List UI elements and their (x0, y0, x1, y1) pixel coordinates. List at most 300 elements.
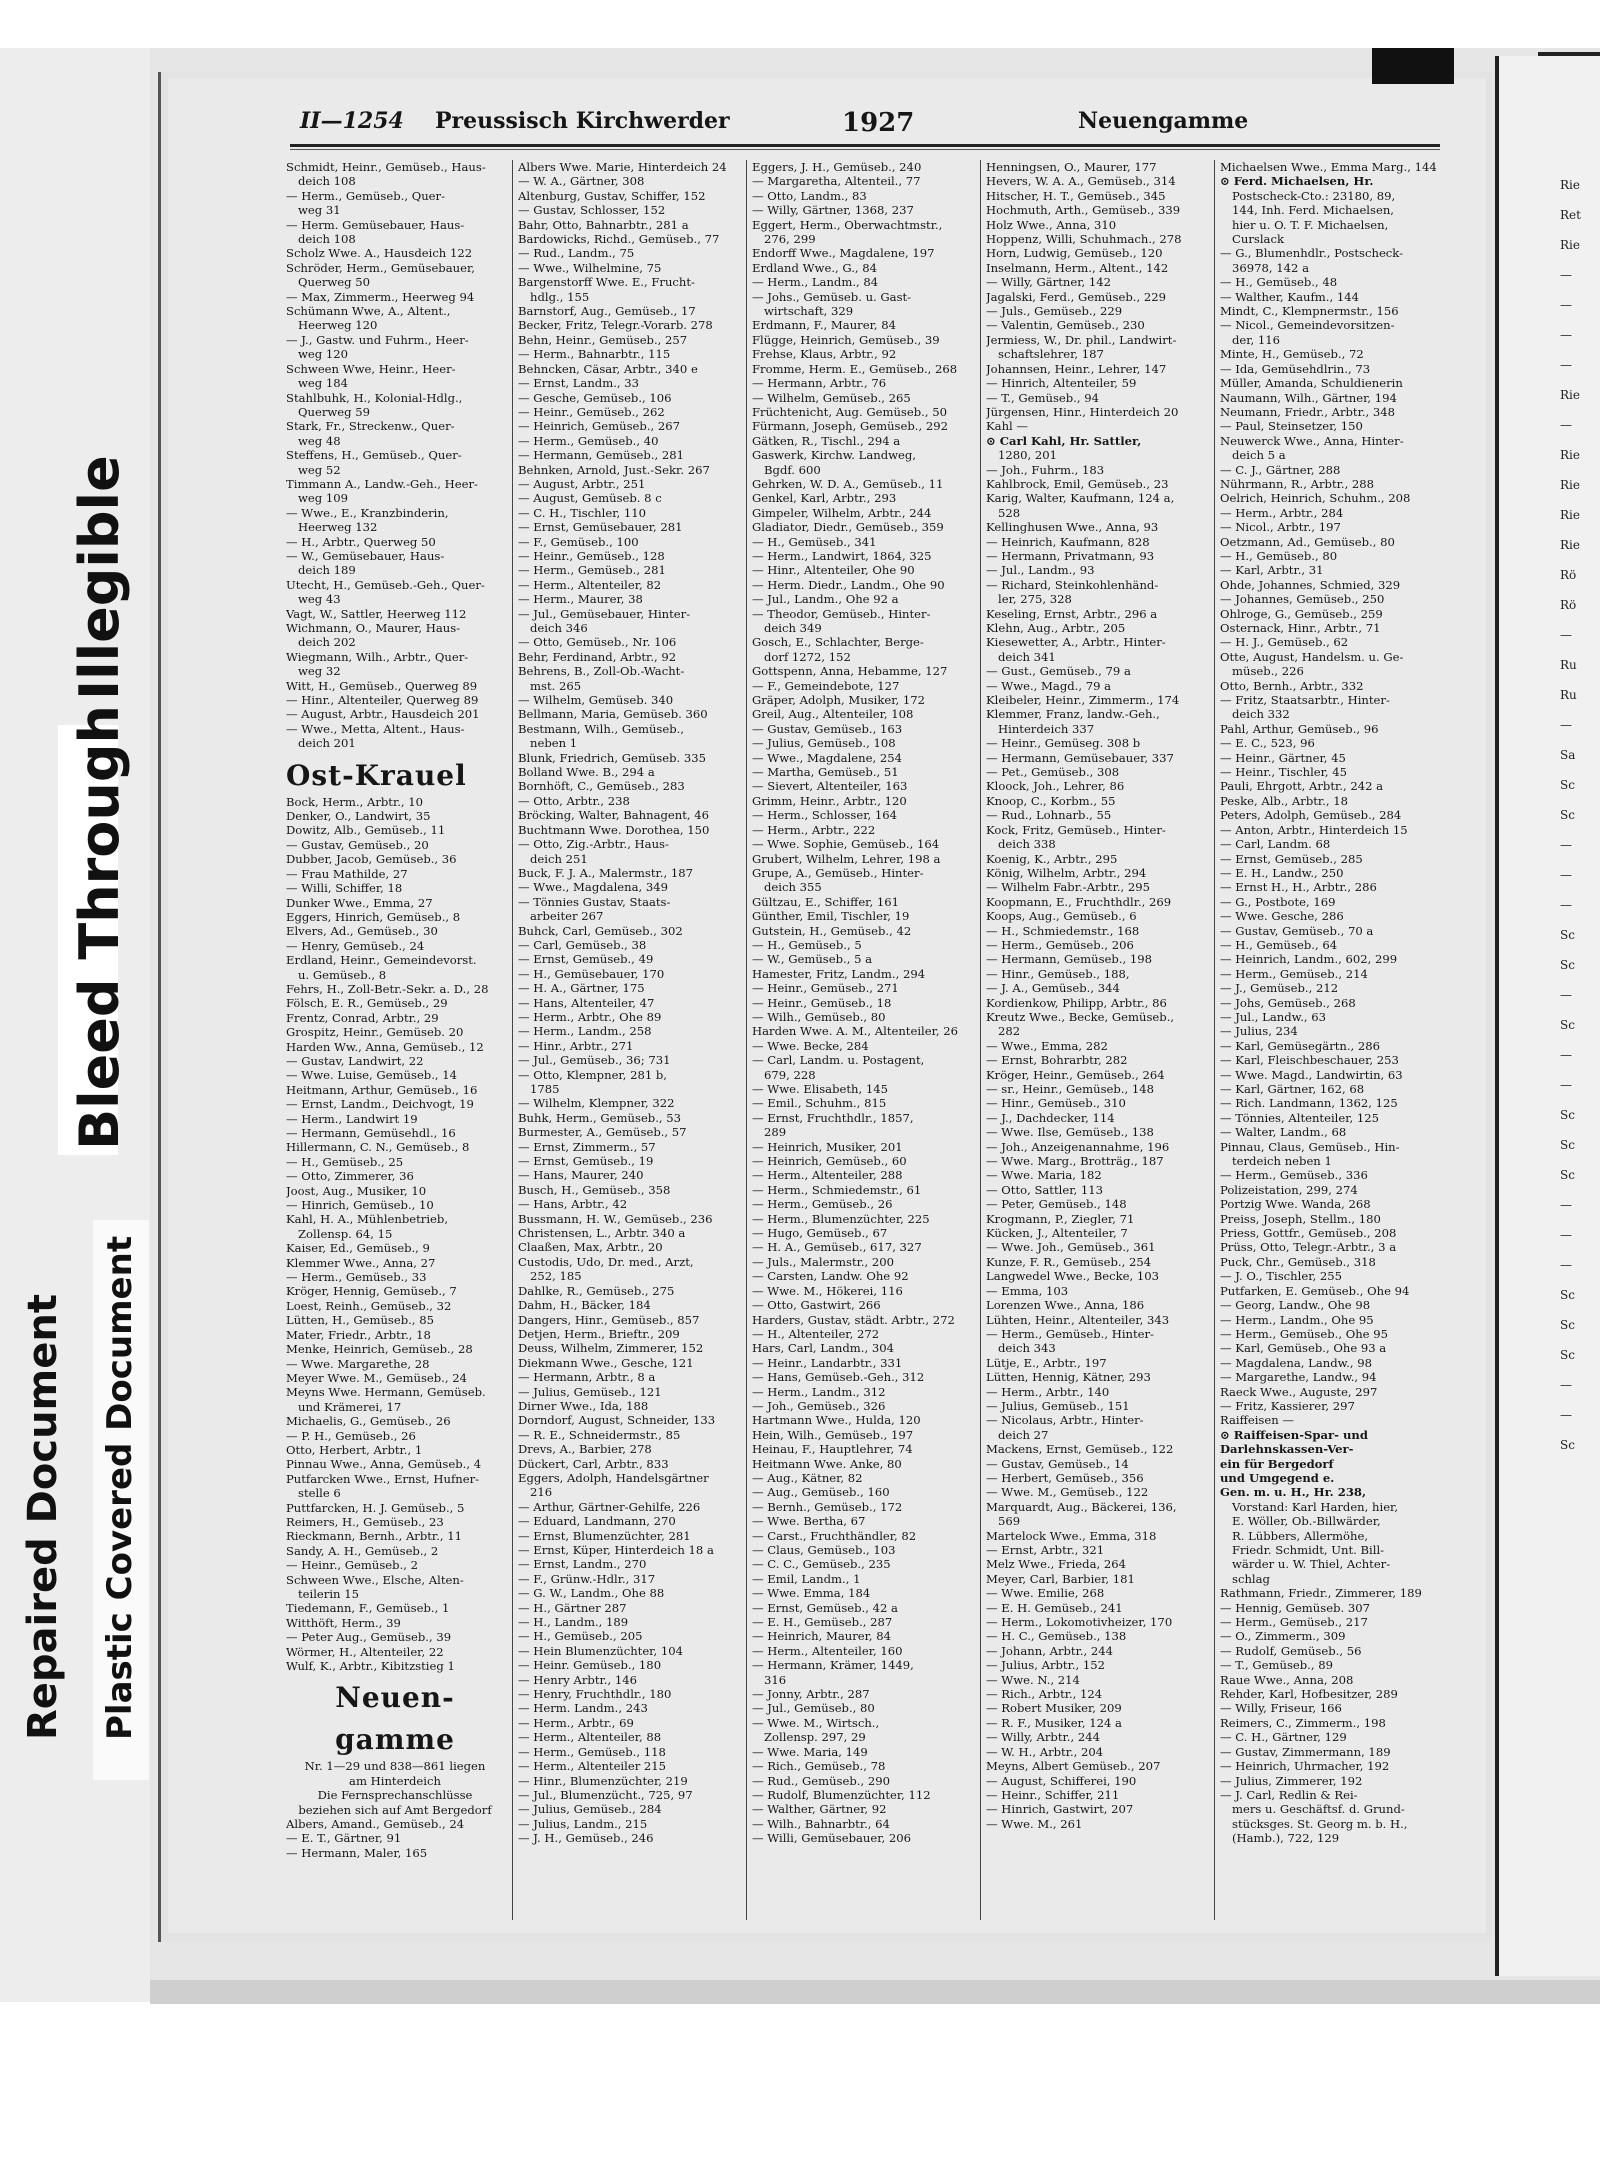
directory-entry: — Ida, Gemüsehdlrin., 73 (1220, 361, 1371, 376)
entry-continuation: weg 32 (298, 664, 341, 679)
directory-entry: — H. C., Gemüseb., 138 (986, 1629, 1127, 1644)
directory-entry: — Paul, Steinsetzer, 150 (1220, 419, 1363, 434)
directory-entry: Flügge, Heinrich, Gemüseb., 39 (752, 332, 940, 347)
directory-entry: Bellmann, Maria, Gemüseb. 360 (518, 707, 708, 722)
directory-entry: Burmester, A., Gemüseb., 57 (518, 1125, 687, 1140)
directory-entry: — Hans, Arbtr., 42 (518, 1197, 628, 1212)
entry-continuation: und Krämerei, 17 (298, 1399, 402, 1414)
directory-entry: Wiegmann, Wilh., Arbtr., Quer- (286, 649, 469, 664)
entry-continuation: deich 108 (298, 232, 356, 247)
entry-continuation: weg 109 (298, 491, 349, 506)
column-5 (1220, 160, 1440, 1920)
directory-entry: Schween Wwe, Heinr., Heer- (286, 361, 456, 376)
directory-entry: — H., Gemüseb., 341 (752, 534, 877, 549)
fragment-text: — (1560, 418, 1572, 432)
directory-entry: Michaelis, G., Gemüseb., 26 (286, 1414, 451, 1429)
directory-entry: — Wwe., E., Kranzbinderin, (286, 505, 449, 520)
directory-entry: — Robert Musiker, 209 (986, 1701, 1122, 1716)
directory-entry: Peske, Alb., Arbtr., 18 (1220, 793, 1348, 808)
directory-entry: — G., Blumenhdlr., Postscheck- (1220, 246, 1404, 261)
section-heading: gamme (335, 1723, 455, 1757)
directory-entry: — Magdalena, Landw., 98 (1220, 1355, 1372, 1370)
directory-entry: — Nicolaus, Arbtr., Hinter- (986, 1413, 1144, 1428)
directory-entry: Busch, H., Gemüseb., 358 (518, 1182, 671, 1197)
entry-continuation: arbeiter 267 (530, 909, 604, 924)
fragment-text: Ru (1560, 688, 1577, 702)
directory-entry: — Peter Aug., Gemüseb., 39 (286, 1630, 452, 1645)
directory-entry: — Julius, Zimmerer, 192 (1220, 1773, 1363, 1788)
directory-entry: — Frau Mathilde, 27 (286, 866, 408, 881)
directory-entry: — Ernst, Blumenzüchter, 281 (518, 1528, 691, 1543)
directory-entry: — Wwe. Emilie, 268 (986, 1586, 1105, 1601)
directory-entry: — Gustav, Gemüseb., 20 (286, 837, 429, 852)
directory-entry: Dowitz, Alb., Gemüseb., 11 (286, 823, 446, 838)
entry-continuation: 1280, 201 (998, 448, 1058, 463)
entry-continuation: Zollensp. 64, 15 (298, 1226, 393, 1241)
directory-entry: Klemmer Wwe., Anna, 27 (286, 1255, 436, 1270)
directory-entry: — Hinr., Blumenzüchter, 219 (518, 1773, 688, 1788)
entry-continuation: deich 338 (998, 837, 1056, 852)
entry-continuation: Querweg 50 (298, 275, 371, 290)
directory-entry: — Rich., Arbtr., 124 (986, 1687, 1103, 1702)
directory-entry: Schröder, Herm., Gemüsebauer, (286, 260, 475, 275)
directory-entry: — Rud., Landm., 75 (518, 246, 635, 261)
directory-entry: Hein, Wilh., Gemüseb., 197 (752, 1427, 914, 1442)
directory-entry: — Wwe. M., Gemüseb., 122 (986, 1485, 1149, 1500)
directory-entry: — Johs, Gemüseb., 268 (1220, 995, 1356, 1010)
directory-entry: Wörmer, H., Altenteiler, 22 (286, 1644, 444, 1659)
directory-entry: — Wwe. Sophie, Gemüseb., 164 (752, 837, 940, 852)
directory-entry: — Pet., Gemüseb., 308 (986, 765, 1120, 780)
directory-entry: — Karl, Fleischbeschauer, 253 (1220, 1053, 1399, 1068)
directory-entry: Heitmann, Arthur, Gemüseb., 16 (286, 1082, 478, 1097)
directory-entry: — Bernh., Gemüseb., 172 (752, 1499, 903, 1514)
directory-entry: Neumann, Friedr., Arbtr., 348 (1220, 404, 1396, 419)
fragment-text: Ru (1560, 658, 1577, 672)
entry-continuation: weg 43 (298, 592, 341, 607)
directory-entry: Naumann, Wilh., Gärtner, 194 (1220, 390, 1397, 405)
directory-entry: — Juls., Malermstr., 200 (752, 1254, 895, 1269)
directory-entry: Ohde, Johannes, Schmied, 329 (1220, 577, 1401, 592)
directory-entry: — Wwe. Bertha, 67 (752, 1514, 866, 1529)
column-divider (746, 160, 747, 1920)
directory-entry: — Wwe., Metta, Altent., Haus- (286, 721, 465, 736)
directory-entry: Hamester, Fritz, Landm., 294 (752, 966, 926, 981)
fragment-text: — (1560, 898, 1572, 912)
directory-entry: Karig, Walter, Kaufmann, 124 a, (986, 491, 1175, 506)
directory-entry: — Herm., Altenteiler, 288 (752, 1168, 903, 1183)
directory-entry: Bock, Herm., Arbtr., 10 (286, 794, 424, 809)
directory-entry: Buchtmann Wwe. Dorothea, 150 (518, 822, 710, 837)
directory-entry: — Wwe. Marg., Brotträg., 187 (986, 1154, 1164, 1169)
directory-entry: — Herm., Arbtr., 69 (518, 1715, 634, 1730)
bold-entry: ⊙ Ferd. Michaelsen, Hr. (1220, 174, 1374, 189)
directory-entry: Ohlroge, G., Gemüseb., 259 (1220, 606, 1383, 621)
directory-entry: — Georg, Landw., Ohe 98 (1220, 1298, 1371, 1313)
directory-entry: Kröger, Heinr., Gemüseb., 264 (986, 1067, 1165, 1082)
directory-entry: — Jul., Landm., 93 (986, 563, 1095, 578)
entry-continuation: deich 332 (1232, 707, 1290, 722)
entry-continuation: hier u. O. T. F. Michaelsen, (1232, 217, 1389, 232)
directory-entry: Kunze, F. R., Gemüseb., 254 (986, 1254, 1152, 1269)
fragment-text: Sc (1560, 1318, 1575, 1332)
directory-entry: Holz Wwe., Anna, 310 (986, 217, 1117, 232)
fragment-text: — (1560, 1048, 1572, 1062)
directory-entry: Kaiser, Ed., Gemüseb., 9 (286, 1241, 430, 1256)
fragment-text: Rö (1560, 598, 1577, 612)
directory-entry: Gimpeler, Wilhelm, Arbtr., 244 (752, 505, 932, 520)
directory-entry: Dubber, Jacob, Gemüseb., 36 (286, 852, 457, 867)
directory-entry: — H., Landm., 189 (518, 1615, 629, 1630)
directory-entry: Lorenzen Wwe., Anna, 186 (986, 1298, 1145, 1313)
entry-continuation: dorf 1272, 152 (764, 649, 851, 664)
entry-continuation: weg 120 (298, 347, 349, 362)
directory-entry: Koops, Aug., Gemüseb., 6 (986, 909, 1137, 924)
entry-continuation: 36978, 142 a (1232, 260, 1309, 275)
directory-entry: Bahr, Otto, Bahnarbtr., 281 a (518, 217, 689, 232)
directory-entry: — H., Altenteiler, 272 (752, 1326, 880, 1341)
entry-continuation: ler, 275, 328 (998, 592, 1072, 607)
directory-entry: Raeck Wwe., Auguste, 297 (1220, 1384, 1378, 1399)
entry-continuation: hdlg., 155 (530, 289, 590, 304)
directory-entry: — Herm. Gemüsebauer, Haus- (286, 217, 465, 232)
bleed-through-label: Bleed Through (68, 705, 131, 1150)
entry-continuation: der, 116 (1232, 332, 1281, 347)
directory-entry: Vagt, W., Sattler, Heerweg 112 (286, 606, 467, 621)
directory-entry: — Heinr., Gemüseb., 18 (752, 995, 892, 1010)
fragment-text: Sc (1560, 1018, 1575, 1032)
directory-entry: — Carl, Landm. 68 (1220, 837, 1331, 852)
directory-entry: — Valentin, Gemüseb., 230 (986, 318, 1145, 333)
directory-entry: Timmann A., Landw.-Geh., Heer- (286, 476, 478, 491)
directory-entry: Langwedel Wwe., Becke, 103 (986, 1269, 1159, 1284)
directory-entry: — Herm., Gemüseb., 33 (286, 1270, 427, 1285)
directory-entry: Johannsen, Heinr., Lehrer, 147 (986, 361, 1167, 376)
directory-entry: — Fritz, Staatsarbtr., Hinter- (1220, 693, 1390, 708)
entry-continuation: deich 108 (298, 174, 356, 189)
directory-entry: Blunk, Friedrich, Gemüseb. 335 (518, 750, 707, 765)
entry-continuation: terdeich neben 1 (1232, 1154, 1332, 1169)
entry-continuation: 316 (764, 1672, 787, 1687)
directory-entry: — Herm., Altenteiler, 88 (518, 1730, 662, 1745)
directory-entry: — Julius, Gemüseb., 151 (986, 1398, 1130, 1413)
fragment-text: — (1560, 1378, 1572, 1392)
directory-entry: Gätken, R., Tischl., 294 a (752, 433, 901, 448)
directory-entry: — P. H., Gemüseb., 26 (286, 1428, 416, 1443)
entry-continuation: 1785 (530, 1082, 560, 1096)
directory-entry: — Hinr., Altenteiler, Querweg 89 (286, 693, 479, 708)
directory-entry: — Wwe. Elisabeth, 145 (752, 1082, 889, 1096)
directory-entry: — Hermann, Gemüsehdl., 16 (286, 1126, 456, 1140)
directory-entry: — Johann, Arbtr., 244 (986, 1643, 1114, 1658)
directory-entry: Endorff Wwe., Magdalene, 197 (752, 246, 935, 261)
directory-entry: — Wilhelm Fabr.-Arbtr., 295 (986, 880, 1151, 895)
entry-continuation: Heerweg 132 (298, 520, 378, 535)
directory-entry: Kahl — (986, 419, 1029, 434)
directory-entry: Genkel, Karl, Arbtr., 293 (752, 491, 897, 506)
directory-entry: — Herm., Landm., Ohe 95 (1220, 1312, 1374, 1327)
directory-entry: — Ernst, Fruchthdlr., 1857, (752, 1110, 914, 1125)
directory-entry: — Rich., Gemüseb., 78 (752, 1759, 886, 1774)
directory-entry: Fölsch, E. R., Gemüseb., 29 (286, 996, 448, 1011)
directory-entry: — Julius, Gemüseb., 121 (518, 1384, 662, 1399)
entry-continuation: deich 27 (998, 1427, 1049, 1442)
directory-entry: — Wwe., Magdalena, 349 (518, 880, 669, 895)
directory-entry: Priess, Gottfr., Gemüseb., 208 (1220, 1226, 1397, 1241)
directory-entry: — Herm., Gemüseb., 336 (1220, 1168, 1368, 1183)
directory-entry: — Gustav, Gemüseb., 14 (986, 1456, 1129, 1471)
bold-entry: Gen. m. u. H., Hr. 238, (1220, 1485, 1366, 1500)
directory-entry: Bornhöft, C., Gemüseb., 283 (518, 779, 685, 794)
directory-entry: — Gustav, Gemüseb., 163 (752, 721, 903, 736)
directory-entry: — Wwe., Magdalene, 254 (752, 750, 902, 765)
directory-entry: — F., Grünw.-Hdlr., 317 (518, 1571, 656, 1586)
directory-entry: Dückert, Carl, Arbtr., 833 (518, 1456, 669, 1471)
fragment-text: Rie (1560, 178, 1580, 192)
column-3 (752, 160, 970, 1920)
directory-entry: — Ernst, Gemüsebauer, 281 (518, 520, 683, 535)
fragment-text: — (1560, 358, 1572, 372)
fragment-text: Rö (1560, 568, 1577, 582)
directory-entry: — Heinr. Gemüseb., 180 (518, 1658, 662, 1673)
directory-entry: — Herm., Gemüseb., 40 (518, 433, 659, 448)
directory-entry: — Herm., Schmiedemstr., 61 (752, 1182, 922, 1197)
directory-entry: Oelrich, Heinrich, Schuhm., 208 (1220, 491, 1411, 506)
entry-continuation: schaftslehrer, 187 (998, 347, 1104, 362)
directory-entry: — Hermann, Maler, 165 (286, 1845, 428, 1860)
directory-entry: Grospitz, Heinr., Gemüseb. 20 (286, 1025, 464, 1040)
entry-continuation: Postscheck-Cto.: 23180, 89, (1232, 188, 1396, 203)
directory-entry: — Henry, Gemüseb., 24 (286, 938, 425, 953)
directory-entry: — Herm., Arbtr., Ohe 89 (518, 1009, 662, 1024)
section-note: beziehen sich auf Amt Bergedorf (298, 1802, 492, 1817)
column-4 (986, 160, 1204, 1920)
directory-entry: — Nicol., Gemeindevorsitzen- (1220, 318, 1395, 333)
directory-entry: Gehrken, W. D. A., Gemüseb., 11 (752, 476, 944, 491)
directory-entry: — H. A., Gemüseb., 617, 327 (752, 1240, 922, 1255)
directory-entry: Putfarcken Wwe., Ernst, Hufner- (286, 1471, 480, 1486)
directory-entry: Minte, H., Gemüseb., 72 (1220, 347, 1364, 362)
column-divider (512, 160, 513, 1920)
directory-entry: Harden Ww., Anna, Gemüseb., 12 (286, 1039, 484, 1054)
directory-entry: Witthöft, Herm., 39 (286, 1615, 401, 1630)
fragment-text: Rie (1560, 508, 1580, 522)
directory-entry: Schmidt, Heinr., Gemüseb., Haus- (286, 160, 486, 174)
directory-entry: Dirner Wwe., Ida, 188 (518, 1398, 649, 1413)
entry-continuation: R. Lübbers, Allermöhe, (1232, 1528, 1369, 1543)
directory-entry: Preiss, Joseph, Stellm., 180 (1220, 1211, 1381, 1226)
directory-entry: — Hans, Altenteiler, 47 (518, 995, 655, 1010)
directory-entry: Neuwerck Wwe., Anna, Hinter- (1220, 433, 1404, 448)
fragment-text: Sc (1560, 928, 1575, 942)
directory-entry: Custodis, Udo, Dr. med., Arzt, (518, 1254, 694, 1269)
directory-entry: Bargenstorff Wwe. E., Frucht- (518, 275, 695, 290)
fragment-text: — (1560, 868, 1572, 882)
directory-entry: — Nicol., Arbtr., 197 (1220, 520, 1341, 535)
directory-entry: Bardowicks, Richd., Gemüseb., 77 (518, 232, 720, 247)
directory-entry: Becker, Fritz, Telegr.-Vorarb. 278 (518, 318, 713, 333)
directory-entry: Meyns, Albert Gemüseb., 207 (986, 1759, 1161, 1774)
directory-entry: Hoppenz, Willi, Schuhmach., 278 (986, 232, 1182, 247)
directory-entry: — Julius, Landm., 215 (518, 1816, 648, 1831)
entry-continuation: weg 31 (298, 203, 341, 218)
directory-entry: — Wwe. Gesche, 286 (1220, 909, 1344, 924)
directory-entry: — Gustav, Gemüseb., 70 a (1220, 923, 1374, 938)
directory-entry: Klemmer, Franz, landw.-Geh., (986, 707, 1160, 722)
directory-entry: Sandy, A. H., Gemüseb., 2 (286, 1543, 439, 1558)
directory-entry: Martelock Wwe., Emma, 318 (986, 1528, 1157, 1543)
entry-continuation: 252, 185 (530, 1269, 582, 1284)
directory-entry: — Richard, Steinkohlenhänd- (986, 577, 1159, 592)
directory-entry: Kahl, H. A., Mühlenbetrieb, (286, 1212, 449, 1227)
directory-entry: Barnstorf, Aug., Gemüseb., 17 (518, 304, 696, 319)
directory-entry: Behncken, Cäsar, Arbtr., 340 e (518, 361, 698, 376)
directory-entry: — Rudolf, Gemüseb., 56 (1220, 1643, 1362, 1658)
repaired-document-label: Repaired Document (20, 1294, 66, 1740)
fragment-text: — (1560, 268, 1572, 282)
directory-entry: Lütten, H., Gemüseb., 85 (286, 1313, 434, 1328)
directory-entry: Mater, Friedr., Arbtr., 18 (286, 1327, 431, 1342)
directory-entry: Utecht, H., Gemüseb.-Geh., Quer- (286, 577, 485, 592)
entry-continuation: E. Wöller, Ob.-Billwärder, (1232, 1514, 1381, 1529)
directory-entry: — Herm., Blumenzüchter, 225 (752, 1211, 930, 1226)
entry-continuation: deich 349 (764, 621, 822, 635)
directory-entry: — August, Gemüseb. 8 c (518, 491, 662, 506)
entry-continuation: 528 (998, 505, 1021, 520)
fragment-text: Sc (1560, 808, 1575, 822)
directory-entry: — Herbert, Gemüseb., 356 (986, 1470, 1144, 1485)
entry-continuation: Heerweg 120 (298, 318, 378, 333)
directory-entry: Gräper, Adolph, Musiker, 172 (752, 693, 926, 708)
directory-entry: Kock, Fritz, Gemüseb., Hinter- (986, 822, 1166, 837)
fragment-text: Sc (1560, 1138, 1575, 1152)
directory-entry: — Herm. Diedr., Landm., Ohe 90 (752, 577, 945, 592)
directory-entry: — Ernst, Landm., Deichvogt, 19 (286, 1097, 474, 1112)
entry-continuation: Bgdf. 600 (764, 462, 821, 477)
directory-entry: — E. H., Gemüseb., 287 (752, 1615, 893, 1630)
directory-entry: Fromme, Herm. E., Gemüseb., 268 (752, 361, 958, 376)
directory-entry: — Herm., Schlosser, 164 (752, 808, 897, 823)
entry-continuation: Friedr. Schmidt, Unt. Bill- (1232, 1543, 1385, 1557)
directory-entry: Kellinghusen Wwe., Anna, 93 (986, 520, 1159, 535)
directory-entry: — Hermann, Gemüseb., 281 (518, 448, 685, 463)
directory-entry: Dunker Wwe., Emma, 27 (286, 895, 433, 910)
adjacent-page-fragments (1560, 170, 1600, 1460)
directory-entry: Erdmann, F., Maurer, 84 (752, 318, 896, 333)
directory-entry: — Wwe. Maria, 149 (752, 1744, 868, 1759)
directory-entry: — Tönnies Gustav, Staats- (518, 894, 671, 909)
directory-entry: Jagalski, Ferd., Gemüseb., 229 (986, 289, 1166, 304)
directory-entry: Kahlbrock, Emil, Gemüseb., 23 (986, 476, 1169, 491)
directory-entry: — Margarethe, Landw., 94 (1220, 1370, 1377, 1385)
directory-entry: — Heinrich, Gemüseb., 267 (518, 419, 681, 434)
directory-entry: Kleibeler, Heinr., Zimmerm., 174 (986, 693, 1180, 708)
directory-entry: — Heinr., Gemüseg. 308 b (986, 736, 1141, 751)
directory-entry: — Ernst, Küper, Hinterdeich 18 a (518, 1543, 714, 1557)
directory-entry: Kloock, Joh., Lehrer, 86 (986, 779, 1125, 794)
directory-entry: — E. H. Gemüseb., 241 (986, 1600, 1123, 1615)
directory-entry: — Otto, Gastwirt, 266 (752, 1298, 881, 1313)
directory-entry: — Ernst, Arbtr., 321 (986, 1543, 1105, 1557)
directory-entry: — Wwe. Emma, 184 (752, 1586, 871, 1601)
directory-entry: — Ernst, Gemüseb., 19 (518, 1154, 654, 1169)
directory-entry: — Henry Arbtr., 146 (518, 1672, 637, 1687)
directory-entry: Dangers, Hinr., Gemüseb., 857 (518, 1312, 700, 1327)
directory-entry: — Heinr., Gemüseb., 2 (286, 1558, 418, 1573)
directory-entry: Pinnau, Claus, Gemüseb., Hin- (1220, 1139, 1400, 1154)
directory-entry: — Rich. Landmann, 1362, 125 (1220, 1096, 1398, 1111)
bold-entry: ein für Bergedorf (1220, 1456, 1334, 1471)
directory-entry: Gutstein, H., Gemüseb., 42 (752, 923, 912, 938)
directory-entry: — August, Arbtr., 251 (518, 476, 646, 491)
directory-entry: Grupe, A., Gemüseb., Hinter- (752, 865, 924, 880)
entry-continuation: 282 (998, 1024, 1021, 1039)
directory-entry: Dorndorf, August, Schneider, 133 (518, 1413, 716, 1428)
directory-entry: — Walter, Landm., 68 (1220, 1125, 1347, 1140)
fragment-text: — (1560, 298, 1572, 312)
entry-continuation: Querweg 59 (298, 404, 371, 419)
directory-entry: — Heinrich, Gemüseb., 60 (752, 1154, 907, 1169)
entry-continuation: mst. 265 (530, 678, 582, 693)
directory-entry: Gottspenn, Anna, Hebamme, 127 (752, 664, 948, 679)
directory-entry: — Hermann, Privatmann, 93 (986, 548, 1155, 563)
directory-entry: Buck, F. J. A., Malermstr., 187 (518, 865, 693, 880)
directory-entry: — Ernst H., H., Arbtr., 286 (1220, 880, 1377, 895)
directory-entry: Koenig, K., Arbtr., 295 (986, 851, 1118, 866)
directory-entry: — Gesche, Gemüseb., 106 (518, 390, 672, 405)
directory-entry: Grimm, Heinr., Arbtr., 120 (752, 793, 907, 808)
directory-entry: Heitmann Wwe. Anke, 80 (752, 1456, 902, 1471)
directory-entry: — J. A., Gemüseb., 344 (986, 981, 1120, 996)
column-2 (518, 160, 736, 1920)
page-number: II—1254 (300, 108, 404, 134)
section-heading: Ost-Krauel (286, 758, 467, 792)
entry-continuation: Vorstand: Karl Harden, hier, (1232, 1499, 1399, 1514)
directory-entry: — H. A., Gärtner, 175 (518, 981, 645, 996)
directory-entry: Erdland, Heinr., Gemeindevorst. (286, 953, 477, 968)
directory-entry: — Heinrich, Uhrmacher, 192 (1220, 1759, 1390, 1774)
directory-entry: — Emil., Schuhm., 815 (752, 1096, 887, 1111)
directory-entry: — Herm., Maurer, 38 (518, 592, 643, 607)
directory-entry: — T., Gemüseb., 89 (1220, 1658, 1333, 1673)
directory-entry: Albers Wwe. Marie, Hinterdeich 24 (518, 160, 727, 174)
directory-entry: — Herm., Gemüseb., 214 (1220, 966, 1368, 981)
directory-entry: — Ernst, Bohrarbtr, 282 (986, 1053, 1128, 1068)
directory-entry: — Herm., Landm., 84 (752, 275, 879, 290)
black-tab (1372, 48, 1454, 84)
directory-entry: — Walther, Gärtner, 92 (752, 1802, 887, 1817)
fragment-text: Ret (1560, 208, 1581, 222)
entry-continuation: (Hamb.), 722, 129 (1232, 1831, 1340, 1846)
directory-entry: — Herm., Altenteiler, 82 (518, 577, 662, 592)
directory-entry: Kröger, Hennig, Gemüseb., 7 (286, 1284, 457, 1299)
directory-entry: Wulf, K., Arbtr., Kibitzstieg 1 (286, 1659, 455, 1674)
directory-entry: Fürmann, Joseph, Gemüseb., 292 (752, 419, 948, 434)
fragment-text: Sc (1560, 778, 1575, 792)
directory-entry: Pauli, Ehrgott, Arbtr., 242 a (1220, 779, 1384, 794)
directory-entry: — Wwe. Margarethe, 28 (286, 1356, 430, 1371)
directory-entry: — Carl, Landm. u. Postagent, (752, 1053, 925, 1068)
header-rule (290, 144, 1440, 147)
directory-entry: — Otto, Zig.-Arbtr., Haus- (518, 837, 669, 852)
directory-entry: — Hans, Maurer, 240 (518, 1168, 644, 1183)
directory-entry: — H., Gemüseb., 5 (752, 937, 862, 952)
fragment-text: Sc (1560, 1168, 1575, 1182)
directory-entry: — Johannes, Gemüseb., 250 (1220, 592, 1385, 607)
fragment-text: — (1560, 628, 1572, 642)
directory-entry: — Claus, Gemüseb., 103 (752, 1543, 896, 1557)
directory-entry: Elvers, Ad., Gemüseb., 30 (286, 924, 438, 939)
